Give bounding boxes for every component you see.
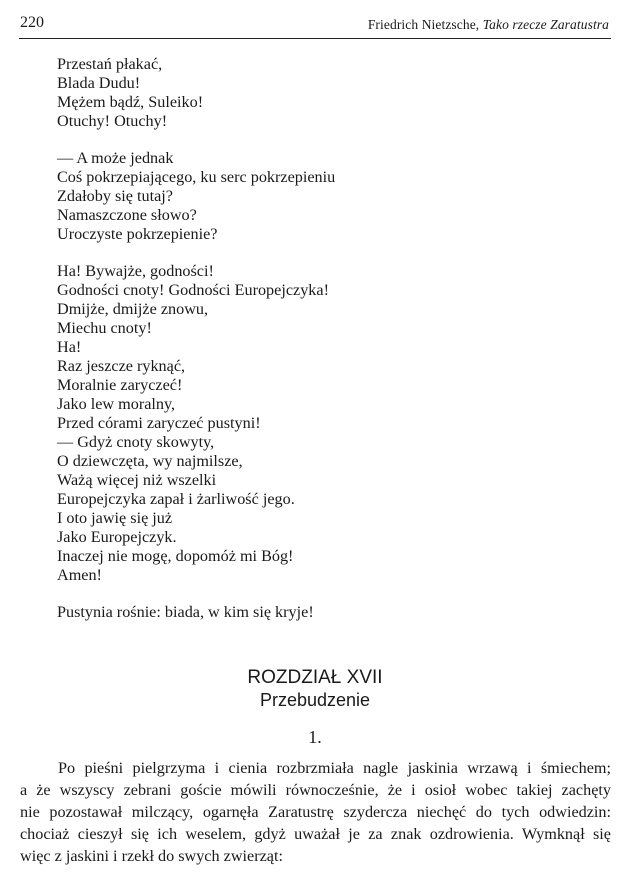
poem-line: Pustynia rośnie: biada, w kim się kryje! bbox=[57, 603, 314, 621]
poem-line: Jako Europejczyk. bbox=[57, 528, 177, 546]
header-author: Friedrich Nietzsche, bbox=[367, 17, 480, 32]
poem-line: Raz jeszcze ryknąć, bbox=[57, 357, 186, 375]
poem bbox=[57, 55, 335, 640]
page-number: 220 bbox=[20, 14, 44, 31]
poem-stanza bbox=[57, 149, 335, 244]
poem-line: Miechu cnoty! bbox=[57, 319, 152, 337]
poem-line: Przed córami zaryczeć pustyni! bbox=[57, 414, 261, 432]
poem-line: Ważą więcej niż wszelki bbox=[57, 471, 217, 489]
poem-line: Dmijże, dmijże znowu, bbox=[57, 300, 209, 318]
poem-line: Godności cnoty! Godności Europejczyka! bbox=[57, 281, 329, 299]
poem-line: Zdałoby się tutaj? bbox=[57, 187, 173, 205]
poem-line: O dziewczęta, wy najmilsze, bbox=[57, 452, 243, 470]
prose-line: chociaż cieszył się ich weselem, gdyż uważał je za znak ozdrowienia. Wymknął się bbox=[20, 825, 611, 843]
poem-line: Otuchy! Otuchy! bbox=[57, 112, 168, 130]
poem-line: — A może jednak bbox=[57, 149, 174, 167]
poem-line: Uroczyste pokrzepienie? bbox=[57, 225, 218, 243]
chapter-subtitle: Przebudzenie bbox=[259, 690, 371, 710]
running-header bbox=[368, 17, 609, 33]
chapter-title: ROZDZIAŁ XVII bbox=[247, 667, 383, 688]
poem-line: Blada Dudu! bbox=[57, 74, 141, 92]
poem-stanza bbox=[57, 262, 335, 585]
header-rule bbox=[19, 38, 611, 39]
poem-line: Europejczyka zapał i żarliwość jego. bbox=[57, 490, 295, 508]
prose-line: więc z jaskini i rzekł do swych zwierząt: bbox=[20, 847, 283, 865]
poem-line: Amen! bbox=[57, 566, 102, 584]
poem-line: Jako lew moralny, bbox=[57, 395, 176, 413]
poem-line: Przestań płakać, bbox=[57, 55, 163, 73]
poem-line: — Gdyż cnoty skowyty, bbox=[57, 433, 215, 451]
poem-line: Coś pokrzepiającego, ku serc pokrzepieniu bbox=[57, 168, 336, 186]
poem-line: Ha! Bywajże, godności! bbox=[57, 262, 214, 280]
prose-paragraph bbox=[20, 757, 611, 867]
header-work-title: Tako rzecze Zaratustra bbox=[482, 17, 609, 32]
prose-line: Po pieśni pielgrzyma i cienia rozbrzmiała nagle jaskinia wrzawą i śmiechem; bbox=[58, 759, 611, 777]
prose-line: nie pozostawał milczący, ogarnęła Zaratustrę szydercza niechęć do tych odwiedzin: bbox=[20, 803, 611, 821]
poem-line: I oto jawię się już bbox=[57, 509, 173, 527]
poem-line: Mężem bądź, Suleiko! bbox=[57, 93, 204, 111]
poem-line: Namaszczone słowo? bbox=[57, 206, 197, 224]
section-number: 1. bbox=[308, 727, 322, 747]
poem-line: Moralnie zaryczeć! bbox=[57, 376, 183, 394]
poem-stanza bbox=[57, 55, 335, 131]
prose-line: a że wszyscy zebrani goście mówili równocześnie, że i osioł wobec takiej zachęty bbox=[20, 781, 611, 799]
poem-line: Inaczej nie mogę, dopomóż mi Bóg! bbox=[57, 547, 294, 565]
poem-stanza bbox=[57, 603, 335, 622]
poem-line: Ha! bbox=[57, 338, 82, 356]
